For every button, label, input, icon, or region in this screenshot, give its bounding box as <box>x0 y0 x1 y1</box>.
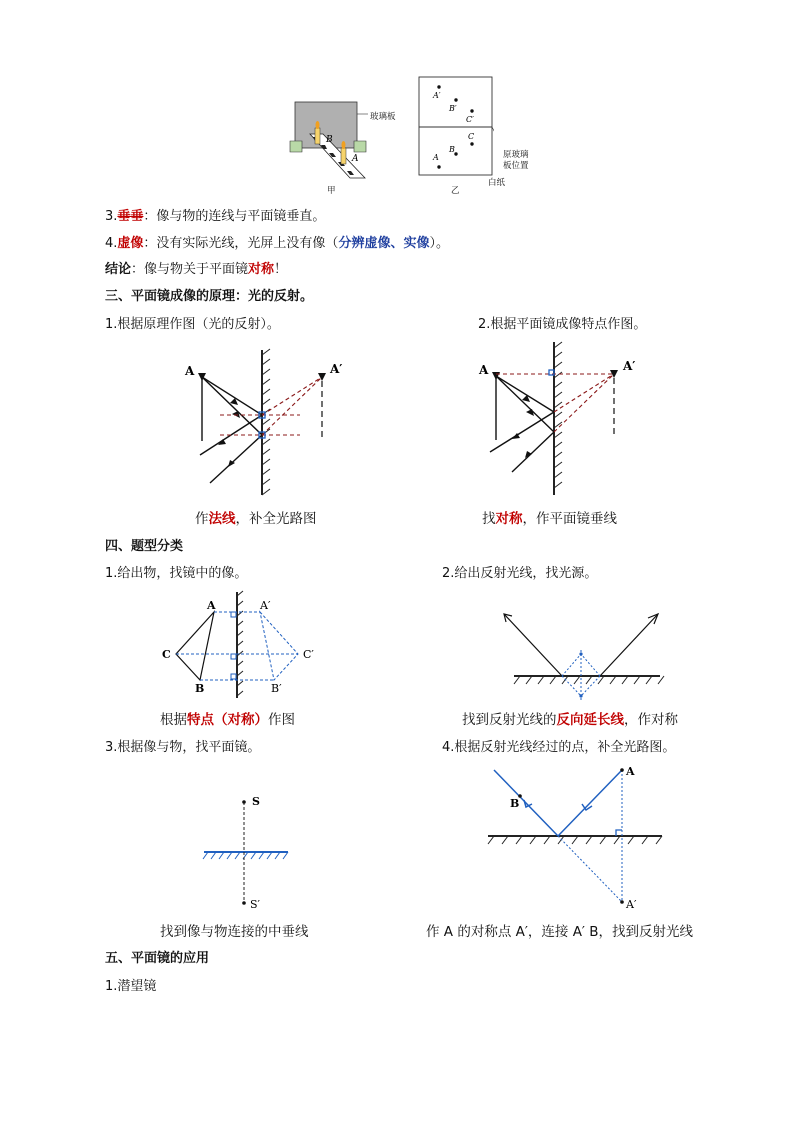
caption-jia: 甲 <box>327 186 336 196</box>
s3-right-caption: 找对称，作平面镜垂线 <box>482 511 617 527</box>
s5-item-1: 1.潜望镜 <box>105 979 157 994</box>
orig-glass-label: 原玻璃 板位置 <box>503 150 529 171</box>
q3-caption: 找到像与物连接的中垂线 <box>160 924 309 940</box>
label-A: A <box>185 364 195 378</box>
label-C: C <box>162 648 171 661</box>
label-b: B <box>326 135 333 145</box>
label-a2: A <box>433 153 439 162</box>
label-A-prime: A′ <box>623 359 636 373</box>
white-paper-label: 白纸 <box>488 178 506 188</box>
label-A-prime: A′ <box>330 362 343 376</box>
q1-title: 1.给出物，找镜中的像。 <box>105 566 248 581</box>
diagram-symmetry <box>472 340 647 500</box>
glass-label: 玻璃板 <box>370 112 396 122</box>
label-b-prime: B′ <box>449 104 457 113</box>
figure-yi <box>418 76 494 176</box>
q2-caption: 找到反射光线的反向延长线，作对称 <box>462 712 678 728</box>
diagram-q3 <box>198 790 298 915</box>
conclusion: 结论：像与物关于平面镜对称！ <box>105 262 288 277</box>
diagram-q4 <box>484 762 669 917</box>
q3-title: 3.根据像与物，找平面镜。 <box>105 740 261 755</box>
label-S: S <box>252 795 260 808</box>
label-B-prime: B′ <box>271 682 282 695</box>
q4-title: 4.根据反射光线经过的点，补全光路图。 <box>442 740 676 755</box>
s3-left-title: 1.根据原理作图（光的反射）。 <box>105 317 280 332</box>
label-C-prime: C′ <box>303 648 314 661</box>
q4-caption: 作 A 的对称点 A′，连接 A′ B，找到反射光线 <box>426 924 694 940</box>
label-a-prime: A′ <box>433 91 441 100</box>
diagram-q1 <box>158 590 328 700</box>
label-c-prime: C′ <box>466 115 474 124</box>
label-b2: B <box>449 145 455 154</box>
label-A: A <box>479 363 489 377</box>
section-5-title: 五、平面镜的应用 <box>105 951 210 966</box>
label-S-prime: S′ <box>250 898 261 911</box>
label-a: A <box>352 154 359 164</box>
q1-caption: 根据特点（对称）作图 <box>160 712 295 728</box>
diagram-reflection-principle <box>180 345 350 500</box>
label-c: C <box>468 132 475 141</box>
label-A-prime: A′ <box>626 898 637 911</box>
label-A: A <box>207 599 216 612</box>
diagram-q2 <box>500 610 670 700</box>
item-3: 3.垂垂：像与物的连线与平面镜垂直。 <box>105 209 326 224</box>
label-A: A <box>626 765 635 778</box>
s3-left-caption: 作法线，补全光路图 <box>195 511 317 527</box>
label-B: B <box>510 797 520 810</box>
q2-title: 2.给出反射光线，找光源。 <box>442 566 598 581</box>
section-4-title: 四、题型分类 <box>105 539 184 554</box>
label-A-prime: A′ <box>260 599 271 612</box>
label-B: B <box>195 682 205 695</box>
section-3-title: 三、平面镜成像的原理：光的反射。 <box>105 289 314 304</box>
caption-yi: 乙 <box>451 186 460 196</box>
s3-right-title: 2.根据平面镜成像特点作图。 <box>478 317 647 332</box>
item-4: 4.虚像：没有实际光线，光屏上没有像（分辨虚像、实像）。 <box>105 236 449 251</box>
